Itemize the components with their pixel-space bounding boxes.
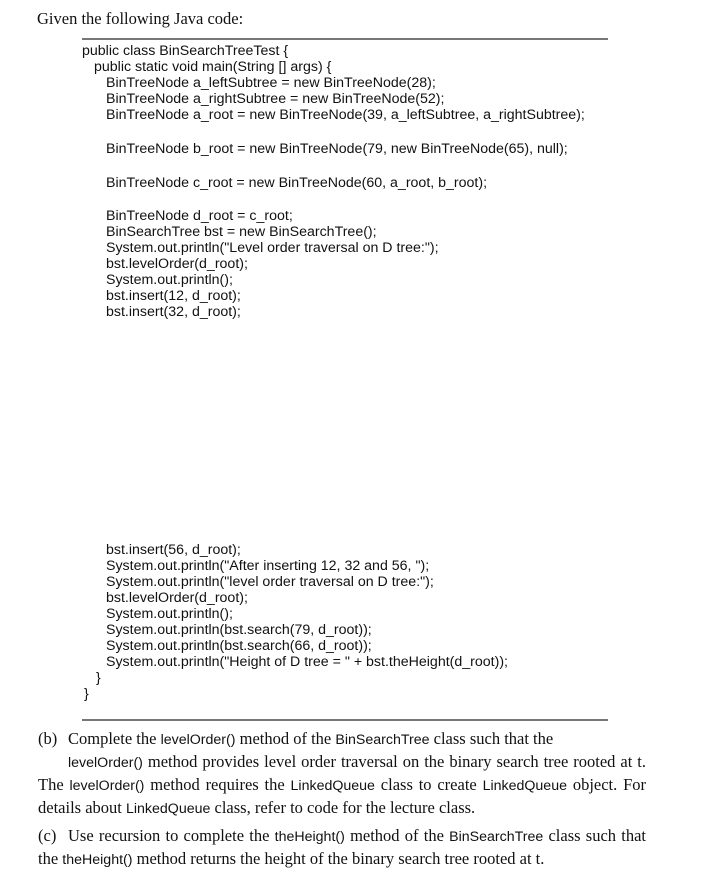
code-line: System.out.println("level order traversal on D tree:"); bbox=[106, 574, 434, 590]
code-line: BinTreeNode c_root = new BinTreeNode(60, a_root, b_root); bbox=[106, 175, 488, 191]
code-line: BinSearchTree bst = new BinSearchTree(); bbox=[106, 224, 377, 240]
code-line: BinTreeNode a_leftSubtree = new BinTreeNode(28); bbox=[106, 75, 436, 91]
part-c-text: method returns the height of the binary search tree rooted at t. bbox=[132, 849, 545, 868]
code-line: bst.insert(56, d_root); bbox=[106, 542, 241, 558]
class-name: BinSearchTree bbox=[449, 829, 544, 845]
method-name: theHeight() bbox=[62, 852, 133, 868]
class-name: BinSearchTree bbox=[335, 732, 430, 748]
part-c-text: Use recursion to complete the bbox=[68, 826, 275, 845]
code-line: BinTreeNode a_rightSubtree = new BinTreeNode(52); bbox=[106, 91, 445, 107]
code-line: System.out.println(bst.search(66, d_root)); bbox=[106, 638, 372, 654]
code-line: System.out.println(); bbox=[106, 606, 233, 622]
method-name: theHeight() bbox=[274, 829, 345, 845]
code-line: BinTreeNode b_root = new BinTreeNode(79, new BinTreeNode(65), null); bbox=[106, 141, 568, 157]
part-b-text: Complete the bbox=[68, 729, 161, 748]
code-line: bst.levelOrder(d_root); bbox=[106, 256, 248, 272]
code-line: } bbox=[84, 686, 89, 702]
code-line: } bbox=[96, 670, 101, 686]
part-c-paragraph bbox=[38, 825, 646, 871]
code-line: System.out.println("Height of D tree = " + bst.theHeight(d_root)); bbox=[106, 654, 508, 670]
class-name: LinkedQueue bbox=[290, 778, 375, 794]
code-line: BinTreeNode a_root = new BinTreeNode(39, a_leftSubtree, a_rightSubtree); bbox=[106, 107, 585, 123]
method-name: levelOrder() bbox=[160, 732, 236, 748]
code-bottom-rule bbox=[82, 719, 608, 721]
intro-text: Given the following Java code: bbox=[37, 9, 244, 28]
code-line: bst.insert(32, d_root); bbox=[106, 304, 241, 320]
part-b-label: (b) bbox=[38, 729, 58, 748]
part-b-text: class to create bbox=[374, 775, 483, 794]
part-b-paragraph bbox=[38, 728, 646, 820]
class-name: LinkedQueue bbox=[125, 801, 211, 817]
part-b-text: class, refer to code for the lecture class. bbox=[210, 798, 476, 817]
code-line: System.out.println(); bbox=[106, 272, 233, 288]
part-c-text: class such that the bbox=[38, 826, 646, 868]
part-c-label: (c) bbox=[38, 826, 57, 845]
code-line: BinTreeNode d_root = c_root; bbox=[106, 208, 293, 224]
code-line: public class BinSearchTreeTest { bbox=[82, 43, 289, 59]
method-name: levelOrder() bbox=[69, 778, 145, 794]
part-b-text: method of the bbox=[235, 729, 336, 748]
part-b-text: method provides level order traversal on the binary search tree rooted at t. The bbox=[38, 752, 646, 794]
code-line: bst.levelOrder(d_root); bbox=[106, 590, 248, 606]
code-line: System.out.println("After inserting 12, 32 and 56, "); bbox=[106, 558, 430, 574]
code-line: System.out.println(bst.search(79, d_root)); bbox=[106, 622, 372, 638]
part-b-text: method requires the bbox=[144, 775, 291, 794]
method-name: levelOrder() bbox=[68, 755, 143, 771]
part-b-text: object. For details about bbox=[38, 775, 647, 817]
code-line: System.out.println("Level order traversal on D tree:"); bbox=[106, 240, 439, 256]
part-b-text: class such that the bbox=[429, 729, 554, 748]
code-top-rule bbox=[82, 38, 608, 40]
class-name: LinkedQueue bbox=[482, 778, 567, 794]
code-line: bst.insert(12, d_root); bbox=[106, 288, 241, 304]
part-c-text: method of the bbox=[344, 826, 450, 845]
code-line: public static void main(String [] args) { bbox=[94, 59, 332, 75]
